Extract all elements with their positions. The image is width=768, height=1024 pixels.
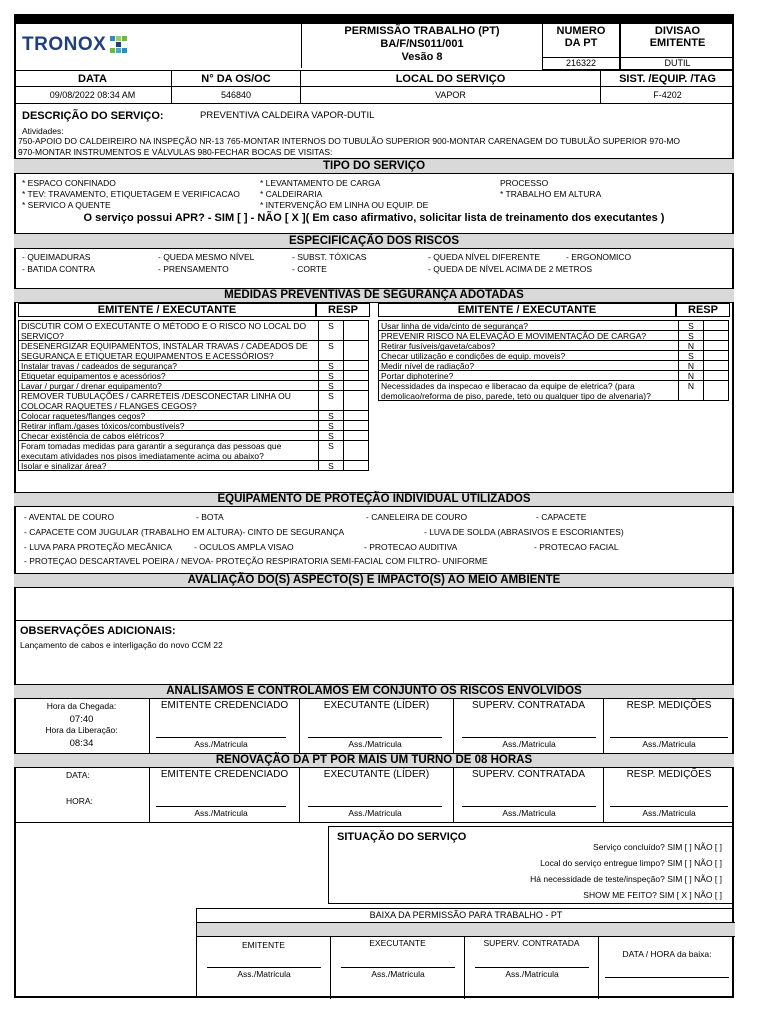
medida-text: PREVENIR RISCO NA ELEVAÇÃO E MOVIMENTAÇÃO DE CARGA?	[378, 330, 679, 341]
sist-label: SIST. /EQUIP. /TAG	[600, 70, 734, 87]
tipo-item: PROCESSO	[500, 178, 549, 188]
top-bar	[14, 14, 734, 24]
medida-resp: S	[318, 430, 344, 441]
tipo-item: * LEVANTAMENTO DE CARGA	[260, 178, 381, 188]
descricao-value: PREVENTIVA CALDEIRA VAPOR-DUTIL	[200, 110, 375, 121]
renovacao-superv	[454, 768, 604, 822]
renovacao-data-label: DATA:	[66, 770, 90, 780]
situacao-box	[328, 826, 734, 904]
medida-text: DESENERGIZAR EQUIPAMENTOS, INSTALAR TRAVAS / CADEADOS DE SEGURANÇA E ETIQUETAR EQUIPAMENTOS E ACESSÓRIOS?	[18, 340, 319, 361]
risco-item: - QUEIMADURAS	[22, 252, 91, 262]
tipo-item: * CALDEIRARIA	[260, 189, 323, 199]
risco-item: - ERGONOMICO	[566, 252, 632, 262]
riscos-title: ESPECIFICAÇÃO DOS RISCOS	[14, 233, 734, 249]
data-hora-label: DATA / HORA da baixa:	[622, 949, 712, 959]
hora-liberacao-value: 08:34	[69, 738, 94, 749]
situacao-q2: Local do serviço entregue limpo? SIM [ ] NÃO [ ]	[540, 858, 722, 868]
medida-resp: S	[318, 360, 344, 371]
role-label: RESP. MEDIÇÕES	[626, 769, 712, 780]
apr-question: O serviço possui APR? - SIM [ ] - NÃO [ X ]( Em caso afirmativo, solicitar lista de treinamento dos executantes )	[83, 212, 665, 224]
divisao-label: DIVISAO EMITENTE	[620, 24, 734, 58]
medida-text: Retirar inflam./gases tóxicos/combustíveis?	[18, 420, 319, 431]
medida-text: Checar utilização e condições de equip. moveis?	[378, 350, 679, 361]
hora-chegada-value: 07:40	[69, 714, 94, 725]
epi-item: - LUVA DE SOLDA (ABRASIVOS E ESCORIANTES)	[424, 527, 624, 537]
descricao-label: DESCRIÇÃO DO SERVIÇO:	[22, 110, 164, 122]
medidas-title: MEDIDAS PREVENTIVAS DE SEGURANÇA ADOTADAS	[14, 288, 734, 303]
tipo-title: TIPO DO SERVIÇO	[14, 158, 734, 174]
situacao-q4: SHOW ME FEITO? SIM [ X ] NÃO [ ]	[583, 890, 722, 900]
renovacao-executante	[300, 768, 454, 822]
os-label: N° DA OS/OC	[171, 70, 301, 87]
role-label: SUPERV. CONTRATADA	[472, 769, 585, 780]
tipo-item: * SERVICO A QUENTE	[22, 200, 111, 210]
medida-text: Lavar / purgar / drenar equipamento?	[18, 380, 319, 391]
medida-blank-cell	[343, 340, 369, 361]
medida-resp: S	[318, 390, 344, 411]
hora-chegada-label: Hora da Chegada:	[46, 701, 117, 711]
signature-line: Ass./Matricula	[610, 806, 728, 818]
medida-blank-cell	[343, 440, 369, 461]
local-value: VAPOR	[300, 86, 601, 104]
renovacao-title: RENOVAÇÃO DA PT POR MAIS UM TURNO DE 08 HORAS	[14, 753, 734, 768]
data-label: DATA	[14, 70, 172, 87]
epi-title: EQUIPAMENTO DE PROTEÇÃO INDIVIDUAL UTILIZADOS	[14, 492, 734, 507]
medida-resp: S	[318, 370, 344, 381]
role-label: EMITENTE CREDENCIADO	[160, 700, 289, 711]
situacao-questions	[530, 839, 722, 903]
medida-text: Checar existência de cabos elétricos?	[18, 430, 319, 441]
logo-area	[14, 24, 302, 68]
divider	[14, 620, 734, 621]
analise-resp	[604, 699, 734, 753]
role-label: EXECUTANTE (LÍDER)	[323, 769, 430, 780]
situacao-q1: Serviço concluído? SIM [ ] NÃO [ ]	[593, 842, 722, 852]
signature-line: Ass./Matricula	[156, 806, 286, 818]
medida-resp: S	[318, 420, 344, 431]
ambiente-title: AVALIAÇÃO DO(S) ASPECTO(S) E IMPACTO(S) AO MEIO AMBIENTE	[14, 573, 734, 588]
signature-line: Ass./Matricula	[156, 737, 286, 749]
medida-text: Colocar raquetes/flanges cegos?	[18, 410, 319, 421]
risco-item: - SUBST. TÓXICAS	[292, 252, 367, 262]
numero-label: NUMERO DA PT	[542, 24, 620, 58]
medida-text: Foram tomadas medidas para garantir a segurança das pessoas que executam atividades nos pisos imediatamente acima ou abaixo?	[18, 440, 319, 461]
epi-item: - BOTA	[196, 512, 224, 522]
medidas-left-resp-head: RESP	[316, 303, 370, 317]
form-title	[302, 24, 542, 68]
risco-item: - PRENSAMENTO	[158, 264, 229, 274]
epi-item: - CAPACETE COM JUGULAR (TRABALHO EM ALTURA)- CINTO DE SEGURANÇA	[24, 527, 345, 537]
analise-superv	[454, 699, 604, 753]
tipo-item: * INTERVENÇÃO EM LINHA OU EQUIP. DE	[260, 200, 429, 210]
medida-blank-cell	[343, 390, 369, 411]
medida-resp: S	[678, 320, 704, 331]
medida-resp: S	[678, 350, 704, 361]
role-label: EMITENTE	[242, 940, 285, 950]
tipo-item: * TRABALHO EM ALTURA	[500, 189, 602, 199]
divisao-value: DUTIL	[620, 57, 734, 70]
medida-blank-cell	[343, 460, 369, 471]
signature-line: Ass./Matricula	[308, 806, 442, 818]
logo-mark-icon	[108, 34, 130, 56]
title-line-3: Vesão 8	[401, 51, 443, 63]
local-label: LOCAL DO SERVIÇO	[300, 70, 601, 87]
observacoes-label: OBSERVAÇÕES ADICIONAIS:	[20, 625, 176, 637]
signature-line: Ass./Matricula	[462, 806, 596, 818]
numero-value: 216322	[542, 57, 620, 70]
analise-title: ANALISAMOS E CONTROLAMOS EM CONJUNTO OS RISCOS ENVOLVIDOS	[14, 684, 734, 699]
risco-item: - BATIDA CONTRA	[22, 264, 96, 274]
analise-emitente	[150, 699, 300, 753]
medida-text: Retirar fusíveis/gaveta/cabos?	[378, 340, 679, 351]
signature-line: Ass./Matricula	[610, 737, 728, 749]
baixa-data-hora	[599, 937, 735, 999]
epi-item: - CANELEIRA DE COURO	[366, 512, 468, 522]
tipo-col-1	[22, 178, 240, 211]
medida-resp: S	[318, 320, 344, 341]
role-label: SUPERV. CONTRATADA	[483, 938, 580, 948]
medidas-right-resp-head: RESP	[676, 303, 730, 317]
data-value: 09/08/2022 08:34 AM	[14, 86, 172, 104]
signature-line: Ass./Matricula	[475, 967, 589, 979]
medida-text: REMOVER TUBULAÇÕES / CARRETEIS /DESCONECTAR LINHA OU COLOCAR RAQUETES / FLANGES CEGOS?	[18, 390, 319, 411]
medida-text: Medir nível de radiação?	[378, 360, 679, 371]
medida-text: Usar linha de vida/cinto de segurança?	[378, 320, 679, 331]
baixa-emitente	[197, 937, 331, 999]
situacao-q3: Há necessidade de teste/inspeção? SIM [ ] NÃO [ ]	[530, 874, 722, 884]
title-line-2: BA/F/NS011/001	[380, 38, 464, 50]
medida-text: Isolar e sinalizar área?	[18, 460, 319, 471]
title-line-1: PERMISSÃO TRABALHO (PT)	[344, 25, 500, 37]
role-label: EXECUTANTE (LÍDER)	[323, 700, 430, 711]
signature-line: Ass./Matricula	[341, 967, 455, 979]
epi-item: - OCULOS AMPLA VISAO	[194, 542, 294, 552]
medida-text: DISCUTIR COM O EXECUTANTE O MÉTODO E O RISCO NO LOCAL DO SERVIÇO?	[18, 320, 319, 341]
medida-resp: S	[678, 330, 704, 341]
baixa-executante	[331, 937, 465, 999]
epi-item: - AVENTAL DE COURO	[24, 512, 115, 522]
analise-executante	[300, 699, 454, 753]
observacoes-value: Lançamento de cabos e interligação do novo CCM 22	[20, 640, 223, 650]
signature-line: Ass./Matricula	[207, 967, 321, 979]
medida-text: Necessidades da inspecao e liberacao da equipe de eletrica? (para demolicao/reforma de piso, parede, teto ou qualquer tipo de alvenaria)?	[378, 380, 679, 401]
tipo-item: * TEV: TRAVAMENTO, ETIQUETAGEM E VERIFICACAO	[22, 189, 240, 199]
medida-resp: S	[318, 440, 344, 461]
risco-item: - QUEDA NÍVEL DIFERENTE	[428, 252, 541, 262]
renovacao-hora-label: HORA:	[66, 796, 93, 806]
renovacao-data-hora	[14, 768, 150, 822]
signature-line: Ass./Matricula	[462, 737, 596, 749]
renovacao-resp	[604, 768, 734, 822]
role-label: EMITENTE CREDENCIADO	[160, 769, 289, 780]
analise-horas	[14, 699, 150, 753]
sist-value: F-4202	[600, 86, 734, 104]
medida-resp: N	[678, 360, 704, 371]
medidas-right-head: EMITENTE / EXECUTANTE	[378, 303, 676, 317]
medida-text: Instalar travas / cadeados de segurança?	[18, 360, 319, 371]
risco-item: - QUEDA DE NÍVEL ACIMA DE 2 METROS	[428, 264, 593, 274]
role-label: SUPERV. CONTRATADA	[472, 700, 585, 711]
medida-resp: S	[318, 410, 344, 421]
epi-item: - LUVA PARA PROTEÇÃO MECÂNICA	[24, 542, 172, 552]
data-hora-line	[605, 977, 729, 978]
signature-line: Ass./Matricula	[308, 737, 442, 749]
hora-liberacao-label: Hora da Liberação:	[45, 725, 118, 735]
divider	[14, 822, 734, 823]
renovacao-emitente	[150, 768, 300, 822]
medida-resp: N	[678, 370, 704, 381]
medida-resp: S	[318, 380, 344, 391]
atividades-line-1: 750-APOIO DO CALDEIREIRO NA INSPEÇÃO NR-13 765-MONTAR INTERNOS DO TUBULÃO SUPERIOR 900-MONTAR CARENAGEM DO TUBULÃO SUPERIOR 970-MO	[18, 136, 681, 146]
os-value: 546840	[171, 86, 301, 104]
risco-item: - QUEDA MESMO NÍVEL	[158, 252, 255, 262]
tipo-col-2	[260, 178, 428, 211]
tipo-col-3	[500, 178, 601, 200]
medida-resp: N	[678, 340, 704, 351]
medida-text: Etiquetar equipamentos e acessórios?	[18, 370, 319, 381]
medida-text: Portar diphoterine?	[378, 370, 679, 381]
baixa-title: BAIXA DA PERMISSÃO PARA TRABALHO - PT	[197, 909, 735, 923]
baixa-superv	[465, 937, 599, 999]
logo-text: TRONOX	[22, 34, 107, 55]
medida-resp: S	[318, 340, 344, 361]
epi-item: - PROTECAO AUDITIVA	[364, 542, 458, 552]
medida-blank-cell	[343, 320, 369, 341]
epi-item: - PROTEÇAO DESCARTAVEL POEIRA / NEVOA- PROTEÇÃO RESPIRATORIA SEMI-FACIAL COM FILTRO- UNIFORME	[24, 556, 488, 566]
risco-item: - CORTE	[292, 264, 327, 274]
atividades-label: Atividades:	[22, 126, 64, 136]
situacao-title: SITUAÇÃO DO SERVIÇO	[337, 831, 467, 843]
atividades-line-2: 970-MONTAR INSTRUMENTOS E VÁLVULAS 980-FECHAR BOCAS DE VISITAS:	[18, 147, 333, 157]
epi-item: - CAPACETE	[536, 512, 587, 522]
baixa-box	[196, 908, 734, 998]
baixa-shade	[197, 923, 735, 937]
tipo-item: * ESPACO CONFINADO	[22, 178, 116, 188]
role-label: EXECUTANTE	[369, 938, 426, 948]
role-label: RESP. MEDIÇÕES	[626, 700, 712, 711]
medida-resp: S	[318, 460, 344, 471]
epi-item: - PROTECAO FACIAL	[534, 542, 619, 552]
medida-resp: N	[678, 380, 704, 401]
medida-blank-cell	[703, 380, 729, 401]
medidas-left-head: EMITENTE / EXECUTANTE	[18, 303, 316, 317]
